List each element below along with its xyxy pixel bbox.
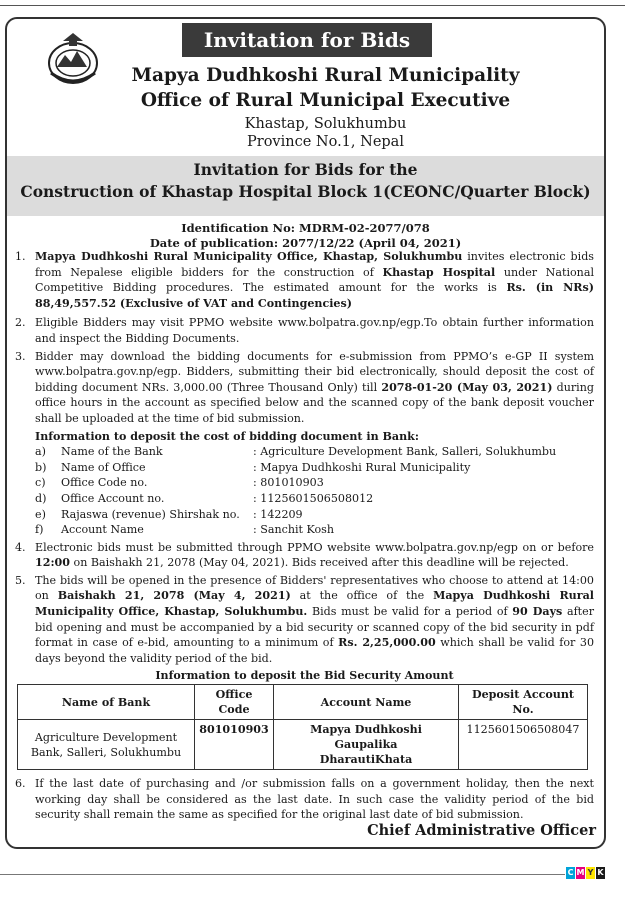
cmyk-swatch: K (597, 868, 604, 877)
clause-number: 2. (15, 316, 26, 330)
clause-number: 6. (15, 777, 26, 791)
estimated-amount: Rs. (in NRs) 88,49,557.52 (Exclusive of VAT and Contingencies) (35, 281, 594, 310)
org-name: Mapya Dudhkoshi Rural Municipality (131, 65, 520, 86)
bank-info-row (15, 475, 594, 491)
cmyk-swatch: C (567, 868, 574, 877)
clause-text: after bid opening and must be accompanied by a bid security or scanned copy of the bid security in pdf format in case of e-bid, amounting to a minimum of (35, 605, 594, 650)
clause-text-bold: Mapya Dudhkoshi Rural Municipality Office, Khastap, Solukhumbu (35, 250, 463, 263)
table-header-row (18, 685, 588, 720)
bank-info-row (15, 444, 594, 460)
bank-info-row (15, 460, 594, 476)
clause-5 (15, 573, 594, 667)
notice-title-2: Construction of Khastap Hospital Block 1(CEONC/Quarter Block) (20, 182, 591, 201)
bank-info-letter: b) (35, 460, 47, 474)
bank-info-letter: f) (35, 523, 44, 537)
table-row (18, 720, 588, 770)
bank-info-value: : 1125601506508012 (253, 491, 374, 505)
bid-security-amount: Rs. 2,25,000.00 (338, 636, 436, 650)
address-line-1: Khastap, Solukhumbu (244, 116, 407, 132)
clause-text-bold: Khastap Hospital (382, 265, 496, 279)
clause-text: The bids will be opened in the presence of Bidders' representatives who choose to attend at 14:00 on (35, 573, 594, 603)
top-rule (0, 5, 625, 6)
bank-info-value: : Agriculture Development Bank, Salleri, Solukhumbu (253, 445, 557, 459)
notice-body (15, 249, 594, 825)
deposit-account-cell: 1125601506508047 (459, 720, 588, 770)
clause-text: during office hours in the account as specified below and the scanned copy of the bank deposit voucher shall be uploaded at the time of bid submission. (35, 380, 594, 425)
opening-date: Baishakh 21, 2078 (May 4, 2021) (57, 589, 291, 603)
bank-info-value: : 801010903 (253, 476, 324, 490)
clause-text: Electronic bids must be submitted through PPMO website www.bolpatra.gov.np/egp on or before (35, 540, 594, 554)
bank-info-label: Name of Office (61, 460, 146, 474)
deposit-deadline: 2078-01-20 (May 03, 2021) (381, 380, 553, 394)
address-line-2: Province No.1, Nepal (247, 134, 404, 150)
cmyk-swatch: M (576, 868, 585, 877)
bank-info-list (15, 444, 594, 538)
clause-number: 5. (15, 573, 26, 587)
submission-time: 12:00 (35, 556, 70, 570)
column-header: Account Name (274, 685, 459, 720)
clause-text: under National Competitive Bidding procedures. The estimated amount for the works is (35, 265, 594, 295)
bank-info-label: Office Account no. (61, 491, 165, 505)
bank-info-letter: c) (35, 476, 46, 490)
opening-venue: Mapya Dudhkoshi Rural Municipality Office, Khastap, Solukhumbu. (35, 589, 594, 619)
bottom-rule (0, 874, 565, 875)
bank-info-row (15, 522, 594, 538)
notice-title-1: Invitation for Bids for the (193, 160, 418, 179)
bank-name-line-1: Agriculture Development (34, 730, 178, 744)
validity-period: 90 Days (512, 605, 563, 619)
clause-text: Eligible Bidders may visit PPMO website www.bolpatra.gov.np/egp.To obtain further information and inspect the Bidding Documents. (35, 316, 594, 345)
office-code-cell: 801010903 (195, 720, 274, 770)
notice-title-bar (7, 156, 604, 216)
clause-text: which shall be valid for 30 days beyond the validity period of the bid. (35, 636, 595, 665)
clause-text: If the last date of purchasing and /or submission falls on a government holiday, then the next working day shall be considered as the last date. In such case the validity period of the bid security shall remain the same as specified for the original last date of bid submission. (35, 777, 594, 822)
clause-text: Bids must be valid for a period of (307, 605, 513, 619)
clause-2 (15, 315, 594, 346)
clause-text: Bidder may download the bidding documents for e-submission from PPMO’s e-GP II system www.bolpatra.gov.np/egp. Bidders, submitting their bid electronically, should deposit the cost of bidding document NRs. 3,000.00 (Three Thousand Only) till (35, 349, 594, 394)
column-header: Name of Bank (18, 685, 195, 720)
bank-info-letter: d) (35, 491, 47, 505)
bank-info-letter: e) (35, 507, 46, 521)
clause-text: on Baishakh 21, 2078 (May 04, 2021). Bids received after this deadline will be rejected. (69, 556, 569, 570)
bank-name-line-2: Bank, Salleri, Solukhumbu (30, 745, 182, 759)
cmyk-swatch: Y (587, 868, 594, 877)
clause-number: 3. (15, 349, 26, 363)
clause-6 (15, 776, 594, 823)
clause-number: 4. (15, 540, 26, 554)
bank-info-row (15, 491, 594, 507)
bank-info-value: : 142209 (253, 507, 303, 521)
bank-info-row (15, 507, 594, 523)
bank-info-label: Account Name (61, 523, 144, 537)
bank-info-letter: a) (35, 445, 46, 459)
bid-security-table (17, 684, 588, 770)
column-header: Deposit Account No. (459, 685, 588, 720)
account-name-line-1: Mapya Dudhkoshi Gaupalika (310, 723, 422, 752)
bank-info-label: Name of the Bank (61, 445, 163, 459)
clause-number: 1. (15, 250, 26, 263)
account-name-line-2: DharautiKhata (319, 753, 413, 767)
clause-text: at the office of the (290, 589, 434, 603)
bid-security-heading: Information to deposit the Bid Security Amount (155, 669, 454, 683)
bank-info-label: Rajaswa (revenue) Shirshak no. (61, 507, 240, 521)
clause-4 (15, 540, 594, 571)
column-header: Office Code (195, 685, 274, 720)
publication-date: Date of publication: 2077/12/22 (April 04, 2021) (149, 236, 462, 250)
banner-title: Invitation for Bids (182, 23, 432, 57)
bank-info-value: : Mapya Dudhkoshi Rural Municipality (253, 460, 471, 474)
bank-name-cell (18, 720, 195, 770)
clause-1 (15, 249, 594, 311)
cmyk-color-marks (566, 867, 606, 879)
bank-info-label: Office Code no. (61, 476, 148, 490)
bank-info-heading: Information to deposit the cost of bidding document in Bank: (35, 429, 419, 443)
signatory-title: Chief Administrative Officer (367, 822, 596, 839)
clause-3 (15, 349, 594, 427)
account-name-cell (274, 720, 459, 770)
bank-info-value: : Sanchit Kosh (253, 523, 335, 537)
notice-frame (5, 17, 606, 849)
clause-text: invites electronic bids from Nepalese eligible bidders for the construction of (35, 250, 594, 279)
identification-number: Identification No: MDRM-02-2077/078 (181, 221, 430, 235)
office-name: Office of Rural Municipal Executive (140, 90, 511, 111)
